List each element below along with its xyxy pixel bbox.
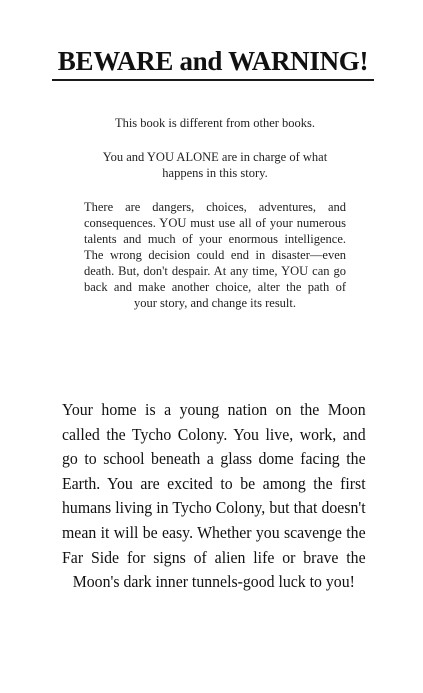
intro-paragraph-3: There are dangers, choices, adventures, and consequences. YOU must use all of your numerous talents and much of your enormous intelligence. The wrong decision could end in disaster—even death. But, don't despair. At any time, YOU can go back and make another choice, alter the path of your story, and change its result.	[84, 200, 346, 310]
story-paragraph: Your home is a young nation on the Moon called the Tycho Colony. You live, work, and go to school beneath a glass dome facing the Earth. You are excited to be among the first humans living in Tycho Colony, but that doesn't mean it will be easy. Whether you scavenge the Far Side for signs of alien life or brave the Moon's dark inner tunnels-good luck to you!	[62, 400, 366, 592]
intro-paragraph-2: You and YOU ALONE are in charge of what happens in this story.	[102, 150, 328, 180]
page-title: BEWARE and WARNING!	[57, 46, 369, 76]
title-underline	[52, 79, 374, 81]
intro-paragraph-1: This book is different from other books.	[114, 116, 316, 130]
